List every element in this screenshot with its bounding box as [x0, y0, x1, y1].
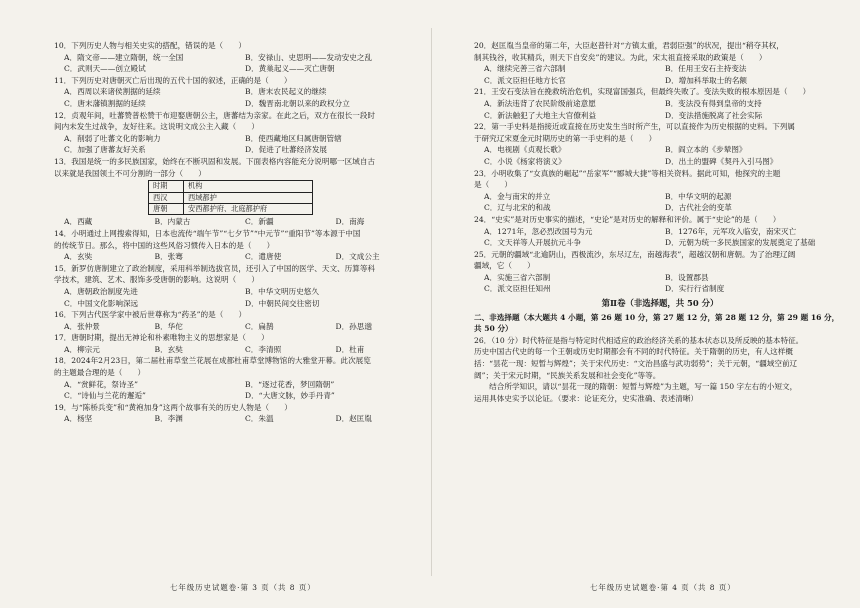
option-a[interactable]: A．削弱了吐蕃文化的影响力 — [64, 133, 161, 143]
question-16 — [54, 309, 426, 332]
right-column — [474, 40, 846, 404]
option-a[interactable]: A．西周以来诸侯割据的延续 — [64, 87, 161, 97]
left-column — [54, 40, 426, 425]
question-19 — [54, 402, 426, 425]
option-b[interactable]: B．华佗 — [154, 321, 183, 331]
question-26 — [474, 335, 846, 405]
option-d[interactable]: D．杜甫 — [335, 344, 365, 354]
table-cell: 安西都护府、北庭都护府 — [184, 203, 313, 214]
table-cell: 西域都护 — [184, 192, 313, 203]
question-stem-line: 的传统节日。那么，将中国的这些风俗习惯传入日本的是（ ） — [54, 240, 275, 250]
question-stem: 19．与“陈桥兵变”和“黄袍加身”这两个故事有关的历史人物是（ ） — [54, 402, 292, 412]
option-a[interactable]: A．张仲景 — [64, 321, 100, 331]
question-stem: 10．下列历史人物与相关史实的搭配，错误的是（ ） — [54, 41, 246, 50]
option-b[interactable]: B．设置郡县 — [665, 272, 709, 282]
section-heading-line: 共 50 分） — [474, 324, 513, 334]
question-14 — [54, 228, 426, 263]
option-a[interactable]: A．隋文帝——建立隋朝，统一全国 — [64, 52, 184, 62]
option-c[interactable]: C．派文臣担任地方长官 — [484, 75, 566, 85]
option-d[interactable]: D．赵匡胤 — [335, 414, 372, 424]
option-a[interactable]: A．柳宗元 — [64, 344, 100, 354]
option-d[interactable]: D．中朝民间交往密切 — [245, 298, 320, 308]
question-22 — [474, 121, 846, 167]
option-b[interactable]: B．内蒙古 — [154, 217, 191, 227]
question-24 — [474, 214, 846, 249]
option-c[interactable]: C．朱温 — [245, 414, 274, 424]
question-25 — [474, 249, 846, 295]
question-stem-line: 22．第一手史料是指接近或直接在历史发生当时所产生，可以直接作为历史根据的史料。下列属 — [474, 122, 796, 132]
question-stem-line: 23．小明收集了“女真族的崛起”“岳家军”“郾城大捷”等相关资料。据此可知，他探究的主题 — [474, 168, 781, 178]
option-b[interactable]: B．李渊 — [154, 414, 183, 424]
option-c[interactable]: C．新疆 — [245, 217, 274, 227]
table-header-row — [149, 181, 313, 192]
option-a[interactable]: A．玄奘 — [64, 252, 93, 262]
option-d[interactable]: D．实行行省制度 — [665, 284, 725, 294]
option-d[interactable]: D．出土的盟碑《契丹入引马图》 — [665, 156, 778, 166]
table-row — [149, 192, 313, 203]
question-stem: 16．下列古代医学家中被后世尊称为“药圣”的是（ ） — [54, 310, 247, 320]
option-a[interactable]: A．“赏鲜花，祭诗圣” — [64, 379, 138, 389]
question-stem-line: 学技术，建筑、艺术、服饰多受唐朝的影响。这说明（ ） — [54, 275, 260, 285]
option-b[interactable]: B．变法没有得到皇帝的支持 — [665, 98, 762, 108]
option-c[interactable]: C．武则天——创立殿试 — [64, 64, 146, 74]
option-c[interactable]: C．遣唐使 — [245, 252, 282, 262]
option-c[interactable]: C．“诗仙与兰花的邂逅” — [64, 391, 146, 401]
table-header-cell: 机构 — [184, 181, 313, 192]
option-c[interactable]: C．中国文化影响深远 — [64, 298, 139, 308]
option-b[interactable]: B．使西藏地区归属唐朝管辖 — [245, 133, 342, 143]
question-20 — [474, 40, 846, 86]
question-stem-line: 间内未发生过战争，友好往来。这说明文成公主入藏（ ） — [54, 122, 260, 132]
question-10 — [54, 40, 426, 75]
option-d[interactable]: D．“大唐文脉，妙手丹青” — [245, 391, 335, 401]
question-stem-line: 疆域，它（ ） — [474, 261, 535, 271]
question-stem-line: 的主题最合理的是（ ） — [54, 368, 146, 378]
table-row — [149, 203, 313, 214]
question-stem-line: 24．“史实”是对历史事实的描述，“史论”是对历史的解释和评价。属于“史论”的是（ ） — [474, 214, 781, 224]
question-stem-line: 14．小明通过上网搜索得知，日本也流传“端午节”“七夕节”“中元节”“重阳节”等本源于中国 — [54, 228, 361, 238]
option-c[interactable]: C．唐末藩镇割据的延续 — [64, 98, 146, 108]
option-c[interactable]: C．辽与北宋的和战 — [484, 203, 551, 213]
table-cell: 唐朝 — [149, 203, 184, 214]
question-text-line: 运用具体史实予以论证。（要求：论证充分，史实准确、表述清晰） — [474, 393, 699, 403]
page-footer-right: 七年级历史试题卷·第 4 页（共 8 页） — [590, 583, 736, 592]
option-a[interactable]: A．杨坚 — [64, 414, 93, 424]
question-text-line: 括：“昙花一现：短暂与辉煌”；关于宋代历史：“文治昌盛与武功弱势”；关于元朝，“疆域空前辽 — [474, 359, 798, 369]
question-stem-line: 12．贞观年间，吐蕃赞普松赞干布迎娶唐朝公主，唐蕃结为亲家。在此之后，双方在很长一段时 — [54, 110, 376, 120]
question-text-line: 阔”；关于宋元时期，“民族关系发展和社会变化”等等。 — [474, 370, 661, 380]
question-12 — [54, 110, 426, 156]
option-a[interactable]: A．电视剧《贞观长歌》 — [484, 145, 566, 155]
question-stem-line: 于研究辽宋夏金元时期历史的第一手史料的是（ ） — [474, 133, 657, 143]
option-c[interactable]: C．加强了唐蕃友好关系 — [64, 145, 146, 155]
option-a[interactable]: A．新法违背了农民阶级前途意愿 — [484, 98, 596, 108]
question-23 — [474, 168, 846, 214]
option-b[interactable]: B．中华文明历史悠久 — [245, 286, 319, 296]
question-11 — [54, 75, 426, 110]
section-2-title: 第Ⅱ卷（非选择题，共 50 分） — [601, 298, 719, 309]
option-b[interactable]: B．玄奘 — [154, 344, 183, 354]
question-stem: 11．下列历史对唐朝灭亡后出现的五代十国的叙述，正确的是（ ） — [54, 75, 292, 85]
option-c[interactable]: C．小说《杨家将演义》 — [484, 156, 566, 166]
question-stem-line: 18．2024年2月23日，第二届杜甫草堂兰花展在成都杜甫草堂博物馆的大雅堂开幕。此次展览 — [54, 356, 371, 366]
option-b[interactable]: B．1276年，元军攻入临安，南宋灭亡 — [665, 226, 797, 236]
question-stem: 17．唐朝时期，提出无神论和朴素唯物主义的思想家是（ ） — [54, 333, 269, 343]
option-d[interactable]: D．南海 — [335, 217, 365, 227]
option-a[interactable]: A．唐朝政治制度先进 — [64, 286, 138, 296]
question-text-line: 历史中国古代史的每一个王朝或历史时期都会有不同的时代特征。关于隋朝的历史，有人这样概 — [474, 347, 793, 357]
question-stem-line: 以来就是我国领土不可分割的一部分（ ） — [54, 168, 206, 178]
option-d[interactable]: D．古代社会的变革 — [665, 203, 732, 213]
question-stem: 21．王安石变法旨在挽救统治危机，实现富国强兵，但最终失败了。变法失败的根本原因是（ ） — [474, 87, 811, 97]
option-d[interactable]: D．元朝为统一多民族国家的发展奠定了基础 — [665, 238, 816, 248]
history-table — [148, 180, 313, 215]
option-d[interactable]: D．促进了吐蕃经济发展 — [245, 145, 328, 155]
question-stem-line: 25．元朝的疆域“北逾阴山，西极流沙，东尽辽左，南越海表”，超越汉朝和唐朝。为了治理辽阔 — [474, 249, 796, 259]
option-a[interactable]: A．继续完善三省六部制 — [484, 64, 566, 74]
option-b[interactable]: B．张骞 — [154, 252, 183, 262]
option-a[interactable]: A．西藏 — [64, 217, 93, 227]
option-c[interactable]: C．李清照 — [245, 344, 282, 354]
question-stem-line: 是（ ） — [474, 180, 512, 190]
option-b[interactable]: B．中华文明的起源 — [665, 191, 732, 201]
question-stem-line: 13．我国是统一的多民族国家，始终在不断巩固和发展。下面表格内容能充分说明哪一区域自古 — [54, 156, 376, 166]
question-stem-line: 15．新罗仿唐制建立了政治制度，采用科举制选拔官员，还引入了中国的医学、天文、历算等科 — [54, 263, 376, 273]
question-21 — [474, 86, 846, 121]
option-c[interactable]: C．新法触犯了大地主大官僚利益 — [484, 110, 597, 120]
option-d[interactable]: D．增加科举取士的名额 — [665, 75, 748, 85]
option-c[interactable]: C．扁鹊 — [245, 321, 274, 331]
table-header-cell: 时期 — [149, 181, 184, 192]
option-a[interactable]: A．1271年，忽必烈改国号为元 — [484, 226, 593, 236]
option-c[interactable]: C．派文臣担任知州 — [484, 284, 551, 294]
question-stem-line: 20．赵匡胤当皇帝的第二年，大臣赵普针对“方镇太重，君弱臣强”的状况，提出“稍夺其权， — [474, 41, 784, 50]
question-text-line: 结合所学知识，请以“昙花一现的隋朝：短暂与辉煌”为主题，写一篇 150 字左右的小短文， — [474, 382, 798, 392]
option-b[interactable]: B．“逐过花香，梦回隋朝” — [245, 379, 335, 389]
question-17 — [54, 332, 426, 355]
option-a[interactable]: A．金与南宋的并立 — [484, 191, 551, 201]
option-b[interactable]: B．安禄山、史思明——发动安史之乱 — [245, 52, 373, 62]
option-b[interactable]: B．阎立本的《步辇图》 — [665, 145, 747, 155]
option-d[interactable]: D．文成公主 — [335, 252, 380, 262]
option-d[interactable]: D．魏晋南北朝以来的政权分立 — [245, 98, 350, 108]
question-stem-line: 制其钱谷，收其精兵，则天下自安矣”的建议。为此，宋太祖直接采取的政策是（ ） — [474, 52, 767, 62]
question-13 — [54, 156, 426, 228]
question-15 — [54, 263, 426, 309]
option-b[interactable]: B．任用王安石主持变法 — [665, 64, 747, 74]
option-d[interactable]: D．黄巢起义——灭亡唐朝 — [245, 64, 335, 74]
option-d[interactable]: D．变法措施脱离了社会实际 — [665, 110, 763, 120]
page-footer-left: 七年级历史试题卷·第 3 页（共 8 页） — [170, 583, 316, 592]
option-a[interactable]: A．实施三省六部制 — [484, 272, 551, 282]
section-heading-line: 二、非选择题（本大题共 4 小题，第 26 题 10 分，第 27 题 12 分，第 28 题 12 分，第 29 题 16 分， — [474, 312, 840, 322]
option-b[interactable]: B．唐末农民起义的继续 — [245, 87, 327, 97]
question-text-line: 26．（10 分）时代特征是指与特定时代相适应的政治经济关系的基本状态以及所反映的基本特征。 — [474, 335, 804, 345]
table-cell: 西汉 — [149, 192, 184, 203]
option-d[interactable]: D．孙思邈 — [335, 321, 372, 331]
question-18 — [54, 355, 426, 401]
section-2-heading — [474, 312, 846, 335]
option-c[interactable]: C．文天祥等人开展抗元斗争 — [484, 238, 581, 248]
column-divider — [431, 28, 432, 576]
